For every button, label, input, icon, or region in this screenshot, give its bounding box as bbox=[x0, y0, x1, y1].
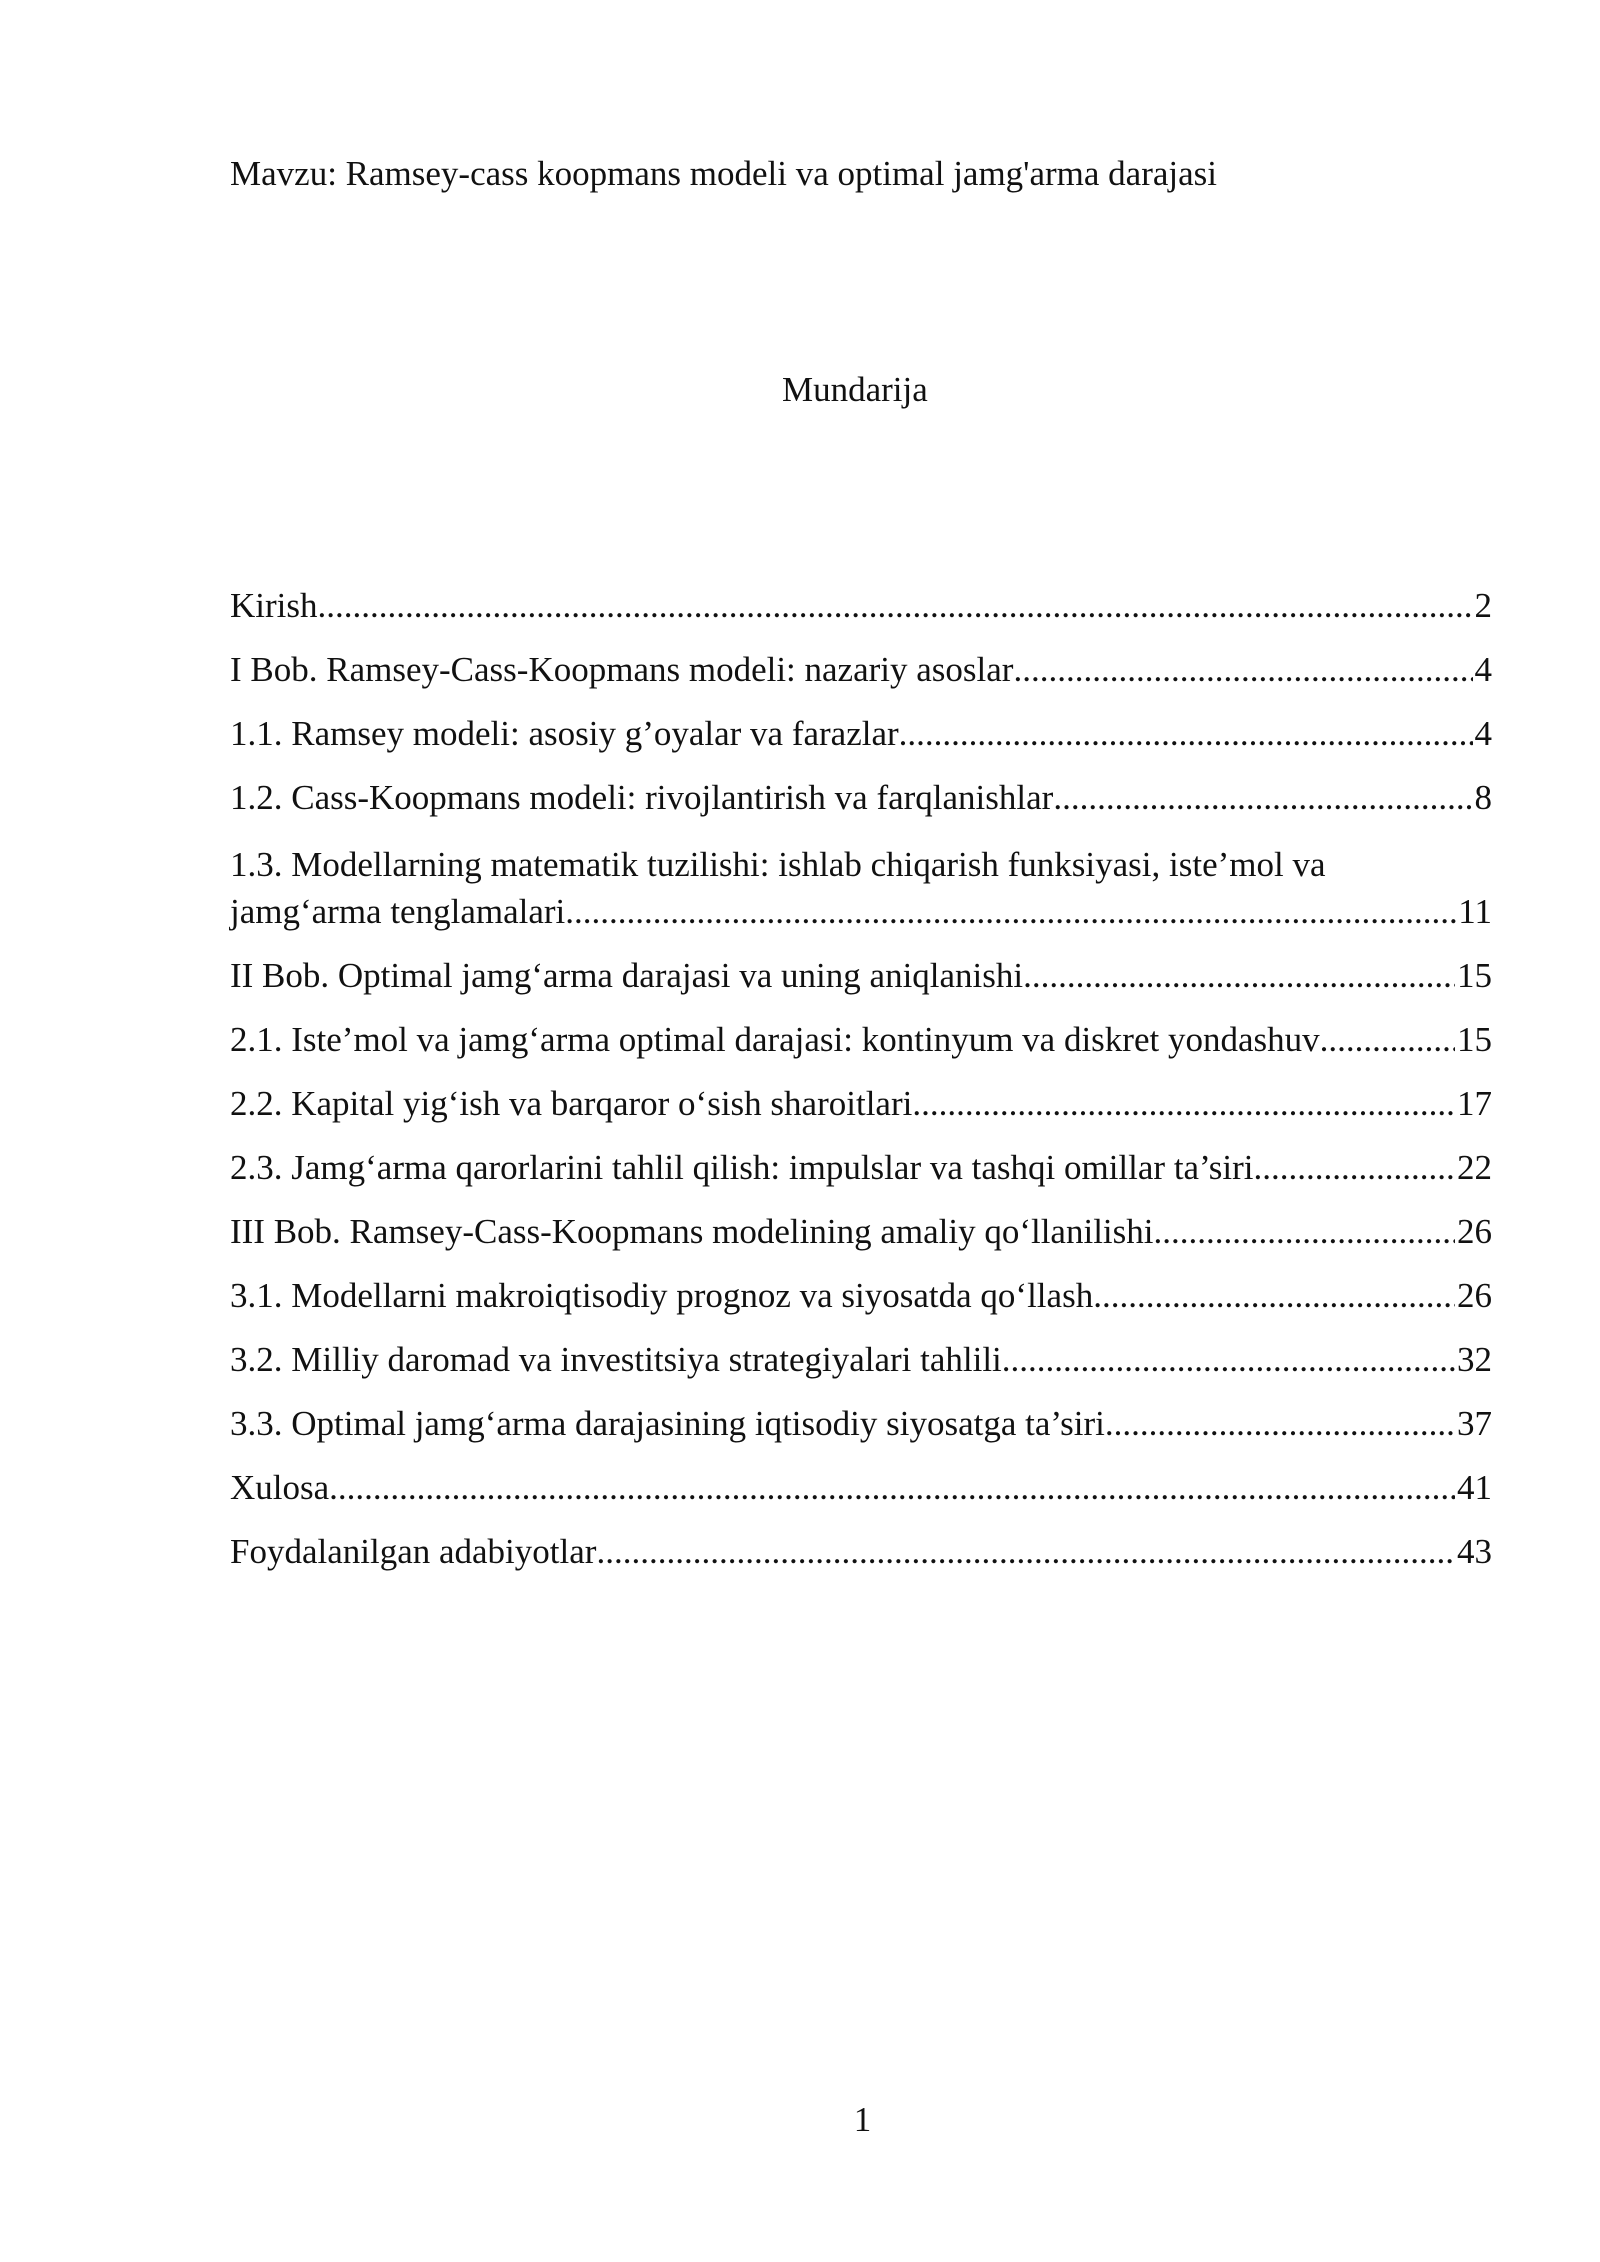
toc-entry-text: 2.2. Kapital yig‘ish va barqaror o‘sish sharoitlari bbox=[230, 1084, 913, 1123]
toc-page-number: 43 bbox=[1457, 1532, 1492, 1571]
toc-entry-text-line1: 1.3. Modellarning matematik tuzilishi: ishlab chiqarish funksiyasi, iste’mol va bbox=[230, 845, 1326, 884]
toc-entry-text: Xulosa bbox=[230, 1468, 330, 1507]
toc-entry-1-2[interactable] bbox=[230, 776, 1492, 840]
toc-entry-text: 3.2. Milliy daromad va investitsiya strategiyalari tahlili bbox=[230, 1340, 1002, 1379]
toc-entry-text: 1.1. Ramsey modeli: asosiy g’oyalar va farazlar bbox=[230, 714, 899, 753]
toc-entry-line2 bbox=[230, 890, 1492, 934]
page-number: 1 bbox=[853, 2100, 872, 2139]
toc-page-number: 26 bbox=[1457, 1212, 1492, 1251]
toc-entry-1-1[interactable] bbox=[230, 712, 1492, 776]
toc-entry-text-line2: jamg‘arma tenglamalari bbox=[230, 892, 566, 931]
toc-page-number: 32 bbox=[1457, 1340, 1492, 1379]
toc-page-number: 2 bbox=[1474, 586, 1492, 625]
toc-entry-chapter-2[interactable] bbox=[230, 954, 1492, 1018]
document-topic: Mavzu: Ramsey-cass koopmans modeli va optimal jamg'arma darajasi bbox=[230, 154, 1218, 193]
toc-dot-leader bbox=[1153, 1210, 1455, 1254]
toc-entry-references[interactable] bbox=[230, 1530, 1492, 1594]
toc-dot-leader bbox=[899, 712, 1473, 756]
toc-entry-text: 1.2. Cass-Koopmans modeli: rivojlantirish va farqlanishlar bbox=[230, 778, 1054, 817]
toc-dot-leader bbox=[912, 1082, 1455, 1126]
toc-entry-3-2[interactable] bbox=[230, 1338, 1492, 1402]
toc-dot-leader bbox=[565, 890, 1456, 934]
toc-entry-2-3[interactable] bbox=[230, 1146, 1492, 1210]
toc-page-number: 8 bbox=[1474, 778, 1492, 817]
toc-page-number: 15 bbox=[1457, 956, 1492, 995]
toc-entry-text: II Bob. Optimal jamg‘arma darajasi va uning aniqlanishi bbox=[230, 956, 1024, 995]
toc-entry-3-1[interactable] bbox=[230, 1274, 1492, 1338]
toc-entry-text: 3.1. Modellarni makroiqtisodiy prognoz va siyosatda qo‘llash bbox=[230, 1276, 1094, 1315]
toc-entry-text: Foydalanilgan adabiyotlar bbox=[230, 1532, 597, 1571]
toc-page-number: 22 bbox=[1457, 1148, 1492, 1187]
toc-dot-leader bbox=[1093, 1274, 1455, 1318]
toc-page-number: 41 bbox=[1457, 1468, 1492, 1507]
toc-page-number: 4 bbox=[1474, 714, 1492, 753]
toc-page-number: 11 bbox=[1458, 892, 1492, 931]
toc-entry-text: Kirish bbox=[230, 586, 318, 625]
toc-dot-leader bbox=[1105, 1402, 1455, 1446]
toc-entry-2-1[interactable] bbox=[230, 1018, 1492, 1082]
toc-entry-chapter-3[interactable] bbox=[230, 1210, 1492, 1274]
toc-dot-leader bbox=[1002, 1338, 1455, 1382]
toc-page-number: 26 bbox=[1457, 1276, 1492, 1315]
toc-title: Mundarija bbox=[782, 370, 928, 409]
toc-entry-2-2[interactable] bbox=[230, 1082, 1492, 1146]
toc-entry-xulosa[interactable] bbox=[230, 1466, 1492, 1530]
toc-page-number: 4 bbox=[1474, 650, 1492, 689]
toc-dot-leader bbox=[1254, 1146, 1455, 1190]
toc-page-number: 37 bbox=[1457, 1404, 1492, 1443]
toc-dot-leader bbox=[596, 1530, 1455, 1574]
toc-entry-text: 3.3. Optimal jamg‘arma darajasining iqtisodiy siyosatga ta’siri bbox=[230, 1404, 1105, 1443]
toc-page-number: 15 bbox=[1457, 1020, 1492, 1059]
toc-entry-text: 2.3. Jamg‘arma qarorlarini tahlil qilish: impulslar va tashqi omillar ta’siri bbox=[230, 1148, 1254, 1187]
toc-dot-leader bbox=[329, 1466, 1455, 1510]
toc-dot-leader bbox=[1013, 648, 1472, 692]
table-of-contents bbox=[230, 584, 1492, 1594]
toc-entry-text: III Bob. Ramsey-Cass-Koopmans modelining amaliy qo‘llanilishi bbox=[230, 1212, 1154, 1251]
toc-dot-leader bbox=[1023, 954, 1455, 998]
toc-entry-chapter-1[interactable] bbox=[230, 648, 1492, 712]
toc-page-number: 17 bbox=[1457, 1084, 1492, 1123]
toc-dot-leader bbox=[318, 584, 1473, 628]
toc-entry-1-3[interactable] bbox=[230, 840, 1492, 954]
toc-entry-text: 2.1. Iste’mol va jamg‘arma optimal darajasi: kontinyum va diskret yondashuv bbox=[230, 1020, 1320, 1059]
toc-entry-3-3[interactable] bbox=[230, 1402, 1492, 1466]
toc-entry-text: I Bob. Ramsey-Cass-Koopmans modeli: nazariy asoslar bbox=[230, 650, 1014, 689]
toc-entry-kirish[interactable] bbox=[230, 584, 1492, 648]
toc-dot-leader bbox=[1320, 1018, 1455, 1062]
toc-dot-leader bbox=[1053, 776, 1472, 820]
